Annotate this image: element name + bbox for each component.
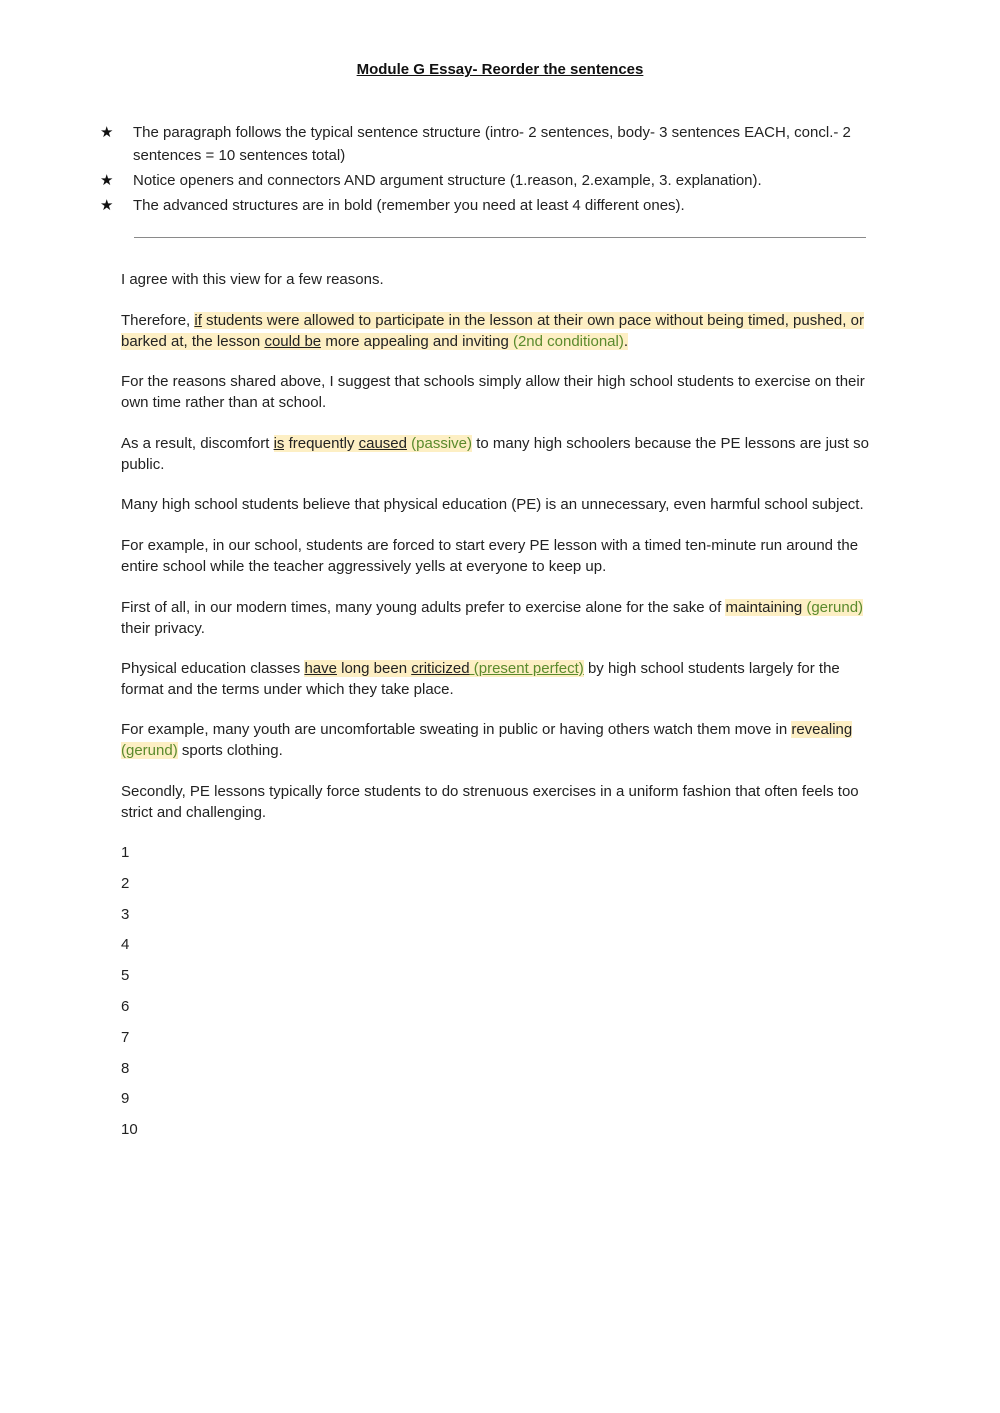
sentence-text: For example, in our school, students are forced to start every PE lesson with a timed ten-minute run around the entire school while the teacher aggressively yells at everyone to keep up. — [121, 537, 859, 575]
sentence-text: Physical education classes — [121, 660, 305, 677]
instruction-item — [100, 194, 890, 217]
grammar-tag: (present perfect) — [469, 660, 584, 677]
highlighted-text: more appealing and inviting — [321, 332, 509, 350]
underlined-structure: have — [304, 660, 337, 677]
answer-line[interactable]: 4 — [121, 936, 130, 954]
grammar-tag: (passive) — [407, 435, 473, 452]
star-icon: ★ — [100, 197, 114, 214]
sentence-text: to many high schoolers because the PE lessons are just so public. — [121, 435, 869, 473]
instruction-text: The paragraph follows the typical sentence structure (intro- 2 sentences, body- 3 sentences EACH, concl.- 2 sentences = 10 sentences total) — [133, 124, 851, 164]
sentence-text: Therefore, — [121, 312, 195, 329]
sentence-text: Many high school students believe that physical education (PE) is an unnecessary, even harmful school subject. — [121, 496, 864, 513]
underlined-structure: could be — [264, 332, 322, 350]
sentence-7 — [121, 598, 881, 639]
answer-line[interactable]: 2 — [121, 874, 130, 892]
underlined-structure: caused — [358, 435, 407, 452]
highlighted-text: frequently — [284, 435, 359, 452]
sentence-4 — [121, 434, 881, 475]
sentence-2 — [121, 311, 881, 352]
answer-line[interactable]: 1 — [121, 844, 130, 861]
answer-line[interactable]: 6 — [121, 997, 130, 1015]
sentence-text: As a result, discomfort — [121, 435, 274, 452]
sentence-3 — [121, 372, 881, 413]
highlighted-text: maintaining — [725, 599, 803, 616]
grammar-tag: (2nd conditional) — [508, 332, 624, 350]
answer-line[interactable]: 9 — [121, 1090, 130, 1108]
answer-line[interactable]: 3 — [121, 905, 130, 923]
sentence-text: For the reasons shared above, I suggest that schools simply allow their high school students to exercise on their own time rather than at school. — [121, 373, 865, 411]
page-title: Module G Essay- Reorder the sentences — [356, 61, 644, 78]
answer-line[interactable]: 10 — [121, 1121, 138, 1139]
sentence-text: First of all, in our modern times, many young adults prefer to exercise alone for the sake of — [121, 599, 726, 616]
highlighted-text: students were allowed to participate in the lesson at their own pace without being timed, pushed, or barked at, the lesson — [121, 312, 864, 350]
answer-line[interactable]: 7 — [121, 1028, 130, 1046]
instructions-list — [100, 121, 890, 219]
sentence-text: Secondly, PE lessons typically force students to do strenuous exercises in a uniform fashion that often feels too strict and challenging. — [121, 783, 859, 821]
instruction-text: The advanced structures are in bold (remember you need at least 4 different ones). — [133, 197, 685, 214]
star-icon: ★ — [100, 124, 114, 141]
underlined-structure: criticized — [411, 660, 470, 677]
instruction-item — [100, 121, 890, 167]
sentence-8 — [121, 659, 881, 700]
star-icon: ★ — [100, 172, 114, 189]
sentence-text: by high school students largely for the format and the terms under which they take place. — [121, 660, 840, 698]
instruction-item — [100, 169, 890, 192]
answer-line[interactable]: 8 — [121, 1059, 130, 1077]
sentence-6 — [121, 536, 881, 577]
sentence-text: I agree with this view for a few reasons. — [121, 271, 384, 288]
grammar-tag: (gerund) — [802, 599, 864, 616]
grammar-tag: (gerund) — [121, 741, 178, 759]
sentence-text: sports clothing. — [177, 741, 283, 759]
highlighted-text: revealing — [791, 721, 853, 738]
sentence-9 — [121, 720, 881, 761]
sentence-1 — [121, 270, 881, 291]
sentence-10 — [121, 782, 881, 823]
answer-line[interactable]: 5 — [121, 967, 130, 985]
sentence-text: . — [623, 332, 629, 350]
underlined-structure: if — [194, 312, 202, 329]
highlighted-text: long been — [336, 660, 412, 677]
underlined-structure: is — [273, 435, 285, 452]
sentence-text: For example, many youth are uncomfortable sweating in public or having others watch them move in — [121, 721, 792, 738]
instruction-text: Notice openers and connectors AND argument structure (1.reason, 2.example, 3. explanation). — [133, 172, 762, 189]
answer-number-list — [121, 843, 138, 1151]
sentence-5 — [121, 495, 881, 516]
sentence-text: their privacy. — [121, 619, 205, 637]
divider-line — [134, 237, 866, 238]
